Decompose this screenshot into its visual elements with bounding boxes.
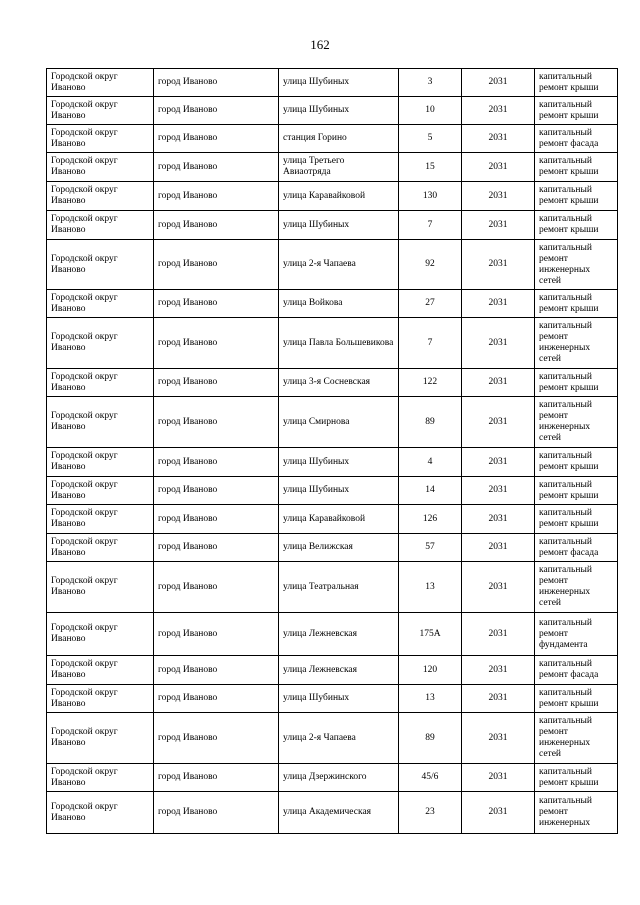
municipal-district-cell: Городской округ Иваново	[47, 656, 154, 685]
year-cell: 2031	[462, 69, 535, 97]
street-cell: улица Академическая	[279, 792, 399, 834]
house-number-cell: 57	[399, 534, 462, 562]
work-type-cell: капитальный ремонт фасада	[535, 534, 618, 562]
house-number-cell: 13	[399, 562, 462, 613]
table-row	[47, 153, 618, 182]
house-number-cell: 4	[399, 448, 462, 477]
year-cell: 2031	[462, 562, 535, 613]
year-cell: 2031	[462, 685, 535, 713]
work-type-cell: капитальный ремонт крыши	[535, 153, 618, 182]
year-cell: 2031	[462, 369, 535, 397]
house-number-cell: 175А	[399, 613, 462, 656]
municipal-district-cell: Городской округ Иваново	[47, 153, 154, 182]
work-type-cell: капитальный ремонт крыши	[535, 764, 618, 792]
work-type-cell: капитальный ремонт крыши	[535, 182, 618, 211]
house-number-cell: 27	[399, 290, 462, 318]
city-cell: город Иваново	[154, 448, 279, 477]
table-row	[47, 505, 618, 534]
city-cell: город Иваново	[154, 477, 279, 505]
year-cell: 2031	[462, 153, 535, 182]
table-row	[47, 397, 618, 448]
street-cell: улица Войкова	[279, 290, 399, 318]
table-row	[47, 448, 618, 477]
city-cell: город Иваново	[154, 562, 279, 613]
house-number-cell: 3	[399, 69, 462, 97]
house-number-cell: 14	[399, 477, 462, 505]
municipal-district-cell: Городской округ Иваново	[47, 505, 154, 534]
city-cell: город Иваново	[154, 656, 279, 685]
table-row	[47, 369, 618, 397]
street-cell: станция Горино	[279, 125, 399, 153]
city-cell: город Иваново	[154, 97, 279, 125]
year-cell: 2031	[462, 448, 535, 477]
work-type-cell: капитальный ремонт инженерных	[535, 792, 618, 834]
street-cell: улица 2-я Чапаева	[279, 240, 399, 290]
work-type-cell: капитальный ремонт инженерных сетей	[535, 713, 618, 764]
municipal-district-cell: Городской округ Иваново	[47, 240, 154, 290]
table-row	[47, 125, 618, 153]
street-cell: улица 3-я Сосневская	[279, 369, 399, 397]
year-cell: 2031	[462, 318, 535, 369]
city-cell: город Иваново	[154, 369, 279, 397]
table-row	[47, 613, 618, 656]
work-type-cell: капитальный ремонт инженерных сетей	[535, 318, 618, 369]
house-number-cell: 7	[399, 211, 462, 240]
work-type-cell: капитальный ремонт крыши	[535, 448, 618, 477]
repair-schedule-table	[46, 68, 618, 834]
street-cell: улица Дзержинского	[279, 764, 399, 792]
municipal-district-cell: Городской округ Иваново	[47, 211, 154, 240]
municipal-district-cell: Городской округ Иваново	[47, 182, 154, 211]
street-cell: улица Театральная	[279, 562, 399, 613]
year-cell: 2031	[462, 477, 535, 505]
city-cell: город Иваново	[154, 685, 279, 713]
street-cell: улица Павла Большевикова	[279, 318, 399, 369]
city-cell: город Иваново	[154, 153, 279, 182]
house-number-cell: 126	[399, 505, 462, 534]
municipal-district-cell: Городской округ Иваново	[47, 713, 154, 764]
work-type-cell: капитальный ремонт крыши	[535, 685, 618, 713]
work-type-cell: капитальный ремонт крыши	[535, 369, 618, 397]
table-row	[47, 685, 618, 713]
street-cell: улица Третьего Авиаотряда	[279, 153, 399, 182]
street-cell: улица Лежневская	[279, 613, 399, 656]
house-number-cell: 23	[399, 792, 462, 834]
house-number-cell: 122	[399, 369, 462, 397]
house-number-cell: 89	[399, 397, 462, 448]
street-cell: улица Лежневская	[279, 656, 399, 685]
street-cell: улица Шубиных	[279, 69, 399, 97]
table-row	[47, 534, 618, 562]
city-cell: город Иваново	[154, 318, 279, 369]
municipal-district-cell: Городской округ Иваново	[47, 125, 154, 153]
municipal-district-cell: Городской округ Иваново	[47, 369, 154, 397]
table-body	[47, 69, 618, 834]
municipal-district-cell: Городской округ Иваново	[47, 69, 154, 97]
house-number-cell: 89	[399, 713, 462, 764]
table-row	[47, 562, 618, 613]
house-number-cell: 120	[399, 656, 462, 685]
house-number-cell: 5	[399, 125, 462, 153]
city-cell: город Иваново	[154, 505, 279, 534]
municipal-district-cell: Городской округ Иваново	[47, 448, 154, 477]
city-cell: город Иваново	[154, 125, 279, 153]
municipal-district-cell: Городской округ Иваново	[47, 477, 154, 505]
street-cell: улица Каравайковой	[279, 505, 399, 534]
table-row	[47, 240, 618, 290]
municipal-district-cell: Городской округ Иваново	[47, 792, 154, 834]
city-cell: город Иваново	[154, 211, 279, 240]
house-number-cell: 45/6	[399, 764, 462, 792]
table-row	[47, 764, 618, 792]
year-cell: 2031	[462, 534, 535, 562]
street-cell: улица 2-я Чапаева	[279, 713, 399, 764]
city-cell: город Иваново	[154, 613, 279, 656]
work-type-cell: капитальный ремонт крыши	[535, 290, 618, 318]
year-cell: 2031	[462, 764, 535, 792]
house-number-cell: 7	[399, 318, 462, 369]
city-cell: город Иваново	[154, 713, 279, 764]
table-row	[47, 656, 618, 685]
house-number-cell: 10	[399, 97, 462, 125]
year-cell: 2031	[462, 97, 535, 125]
work-type-cell: капитальный ремонт крыши	[535, 505, 618, 534]
house-number-cell: 15	[399, 153, 462, 182]
work-type-cell: капитальный ремонт инженерных сетей	[535, 562, 618, 613]
street-cell: улица Велижская	[279, 534, 399, 562]
table-row	[47, 211, 618, 240]
table-row	[47, 792, 618, 834]
municipal-district-cell: Городской округ Иваново	[47, 562, 154, 613]
year-cell: 2031	[462, 656, 535, 685]
work-type-cell: капитальный ремонт инженерных сетей	[535, 397, 618, 448]
street-cell: улица Шубиных	[279, 477, 399, 505]
page-number: 162	[310, 37, 330, 52]
work-type-cell: капитальный ремонт фасада	[535, 125, 618, 153]
year-cell: 2031	[462, 713, 535, 764]
city-cell: город Иваново	[154, 397, 279, 448]
house-number-cell: 13	[399, 685, 462, 713]
city-cell: город Иваново	[154, 764, 279, 792]
street-cell: улица Шубиных	[279, 685, 399, 713]
house-number-cell: 130	[399, 182, 462, 211]
work-type-cell: капитальный ремонт крыши	[535, 97, 618, 125]
year-cell: 2031	[462, 211, 535, 240]
year-cell: 2031	[462, 182, 535, 211]
table-row	[47, 182, 618, 211]
work-type-cell: капитальный ремонт крыши	[535, 69, 618, 97]
house-number-cell: 92	[399, 240, 462, 290]
city-cell: город Иваново	[154, 182, 279, 211]
work-type-cell: капитальный ремонт инженерных сетей	[535, 240, 618, 290]
table-row	[47, 477, 618, 505]
year-cell: 2031	[462, 290, 535, 318]
street-cell: улица Смирнова	[279, 397, 399, 448]
year-cell: 2031	[462, 613, 535, 656]
year-cell: 2031	[462, 397, 535, 448]
table-row	[47, 318, 618, 369]
municipal-district-cell: Городской округ Иваново	[47, 397, 154, 448]
work-type-cell: капитальный ремонт фасада	[535, 656, 618, 685]
table-row	[47, 713, 618, 764]
city-cell: город Иваново	[154, 534, 279, 562]
year-cell: 2031	[462, 792, 535, 834]
year-cell: 2031	[462, 240, 535, 290]
municipal-district-cell: Городской округ Иваново	[47, 318, 154, 369]
municipal-district-cell: Городской округ Иваново	[47, 685, 154, 713]
city-cell: город Иваново	[154, 792, 279, 834]
table-row	[47, 290, 618, 318]
work-type-cell: капитальный ремонт фундамента	[535, 613, 618, 656]
municipal-district-cell: Городской округ Иваново	[47, 290, 154, 318]
work-type-cell: капитальный ремонт крыши	[535, 211, 618, 240]
municipal-district-cell: Городской округ Иваново	[47, 97, 154, 125]
city-cell: город Иваново	[154, 69, 279, 97]
city-cell: город Иваново	[154, 290, 279, 318]
municipal-district-cell: Городской округ Иваново	[47, 764, 154, 792]
municipal-district-cell: Городской округ Иваново	[47, 613, 154, 656]
table-row	[47, 97, 618, 125]
year-cell: 2031	[462, 505, 535, 534]
municipal-district-cell: Городской округ Иваново	[47, 534, 154, 562]
year-cell: 2031	[462, 125, 535, 153]
table-row	[47, 69, 618, 97]
street-cell: улица Шубиных	[279, 97, 399, 125]
street-cell: улица Шубиных	[279, 448, 399, 477]
work-type-cell: капитальный ремонт крыши	[535, 477, 618, 505]
street-cell: улица Каравайковой	[279, 182, 399, 211]
street-cell: улица Шубиных	[279, 211, 399, 240]
city-cell: город Иваново	[154, 240, 279, 290]
